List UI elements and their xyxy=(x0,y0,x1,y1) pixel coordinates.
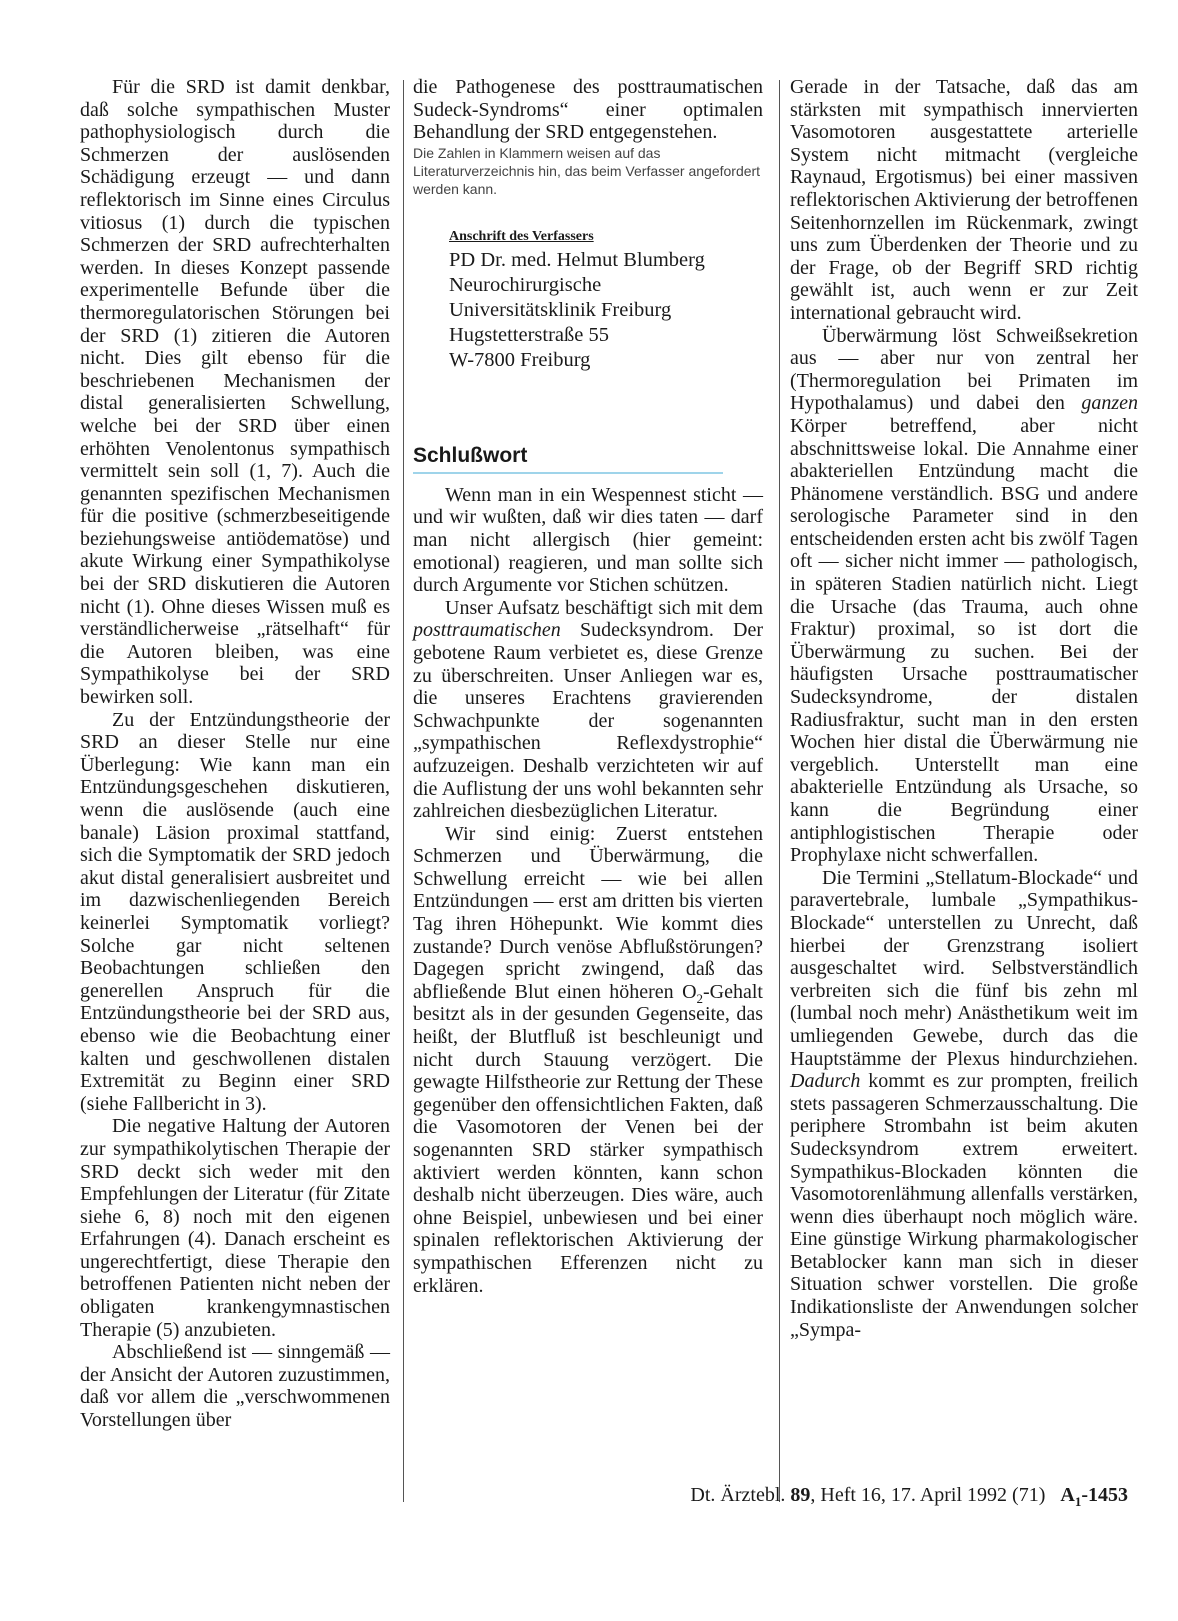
paragraph: Zu der Entzündungstheorie der SRD an dieser Stelle nur eine Überlegung: Wie kann man ein Entzündungsgeschehen diskutieren, wenn die auslösende (auch eine banale) Läsion proximal stattfand, sich die Symptomatik der SRD jedoch akut distal generalisiert ausbreitet und im dazwischenliegenden Bereich keinerlei Symptomatik vorliegt? Solche gar nicht seltenen Beobachtungen schließen den generellen Anspruch für die Entzündungstheorie bei der SRD aus, ebenso wie die Beobachtung einer kalten und geschwollenen distalen Extremität zu Beginn einer SRD (siehe Fallbericht in 3). xyxy=(80,708,390,1115)
paragraph: Abschließend ist — sinngemäß — der Ansicht der Autoren zuzustimmen, daß vor allem die „verschwommenen Vorstellungen über xyxy=(80,1341,390,1432)
address-line: Universitätsklinik Freiburg xyxy=(449,298,672,321)
column-3 xyxy=(790,76,1138,1341)
paragraph-continuation: die Pathogenese des posttraumatischen Sudeck-Syndroms“ einer optimalen Behandlung der SRD entgegenstehen. xyxy=(413,76,763,144)
text-span: Unser Aufsatz beschäftigt sich mit dem xyxy=(445,596,763,619)
paragraph xyxy=(790,867,1138,1341)
paragraph xyxy=(413,823,763,1297)
page-prefix: A xyxy=(1060,1484,1075,1506)
paragraph xyxy=(790,325,1138,867)
emphasis: Dadurch xyxy=(790,1070,861,1093)
journal-name: Dt. Ärztebl. xyxy=(690,1484,786,1506)
issue-date: , Heft 16, 17. April 1992 (71) xyxy=(810,1484,1046,1506)
page-subscript: 1 xyxy=(1074,1494,1082,1509)
page-number xyxy=(1060,1484,1128,1509)
subscript: 2 xyxy=(696,990,704,1006)
text-span: -Gehalt besitzt als in der gesunden Gegenseite, das heißt, der Blutfluß ist beschleunigt und nicht durch Stauung verzögert. Die gewagte Hilfstheorie zur Rettung der These gegenüber den offensichtlichen Fakten, daß die Vasomotoren der Venen bei der sogenannten SRD stärker sympathisch aktiviert werden könnten, kann schon deshalb nicht überzeugen. Dies wäre, auch ohne Beispiel, unbewiesen und bei einer spinalen reflektorischen Aktivierung der sympathischen Efferenzen nicht zu erklären. xyxy=(413,980,763,1297)
address-line: Neurochirurgische xyxy=(449,273,602,296)
journal-volume: 89 xyxy=(790,1484,811,1506)
emphasis: ganzen xyxy=(1081,392,1138,415)
paragraph: Für die SRD ist damit denkbar, daß solche sympathischen Muster pathophysiologisch durch die Schmerzen der auslösenden Schädigung erzeugt — und dann reflektorisch im Sinne eines Circulus vitiosus (1) durch die typischen Schmerzen der SRD aufrechterhalten werden. In dieses Konzept passende experimentelle Befunde über die thermoregulatorischen Störungen bei der SRD (1) zitieren die Autoren nicht. Dies gilt ebenso für die beschriebenen Mechanismen der distal generalisierten Schwellung, welche bei der SRD über einen erhöhten Venolentonus sympathisch vermittelt sein soll (1, 7). Auch die genannten spezifischen Mechanismen für die positive (schmerzbeseitigende beziehungsweise antiödematöse) und akute Wirkung einer Sympathikolyse bei der SRD diskutieren die Autoren nicht (1). Ohne dieses Wissen muß es verständlicherweise „rätselhaft“ für die Autoren bleiben, was eine Sympathikolyse bei der SRD bewirken soll. xyxy=(80,76,390,709)
text-span: Die Termini „Stellatum-Blockade“ und paravertebrale, lumbale „Sympathikus-Blockade“ unterstellen zu Unrecht, daß hierbei der Grenzstrang isoliert ausgeschaltet wird. Selbstverständlich verbreiten sich die fünf bis zehn ml (lumbal noch mehr) Anästhetikum weit im umliegenden Gewebe, durch das die Hauptstämme der Plexus hindurchziehen. xyxy=(790,866,1138,1070)
emphasis: posttraumatischen xyxy=(413,619,561,642)
column-divider xyxy=(403,80,404,1502)
address-line: Hugstetterstraße 55 xyxy=(449,323,609,346)
section-heading: Schlußwort xyxy=(413,443,723,474)
address-line: PD Dr. med. Helmut Blumberg xyxy=(449,248,705,271)
text-span: Wir sind einig: Zuerst entstehen Schmerzen und Überwärmung, die Schwellung erreicht — wie bei allen Entzündungen — erst am dritten bis vierten Tag ihren Höhepunkt. Wie kommt dies zustande? Durch venöse Abflußstörungen? Dagegen spricht zwingend, daß das abfließende Blut einen höheren O xyxy=(413,822,763,1003)
column-1 xyxy=(80,76,390,1432)
column-divider xyxy=(779,80,780,1502)
column-2 xyxy=(413,76,763,1297)
address-line: W-7800 Freiburg xyxy=(449,348,591,371)
text-span: Sudecksyndrom. Der gebotene Raum verbietet es, diese Grenze zu überschreiten. Unser Anliegen war es, die unseres Erachtens gravierenden Schwachpunkte der sogenannten „sympathischen Reflexdystrophie“ aufzuzeigen. Deshalb verzichteten wir auf die Auflistung der uns wohl bekannten sehr zahlreichen diesbezüglichen Literatur. xyxy=(413,619,763,823)
paragraph: Wenn man in ein Wespennest sticht — und wir wußten, daß wir dies taten — darf man nicht allergisch (hier gemeint: emotional) reagieren, und man sollte sich durch Argumente vor Stichen schützen. xyxy=(413,483,763,597)
paragraph: Die negative Haltung der Autoren zur sympathikolytischen Therapie der SRD deckt sich weder mit den Empfehlungen der Literatur (für Zitate siehe 6, 8) noch mit den eigenen Erfahrungen (4). Danach erscheint es ungerechtfertigt, diese Therapie den betroffenen Patienten nicht neben der obligaten krankengymnastischen Therapie (5) anzubieten. xyxy=(80,1115,390,1341)
text-span: Körper betreffend, aber nicht abschnittsweise lokal. Die Annahme einer abakteriellen Entzündung macht die Phänomene verständlich. BSG und andere serologische Parameter sind in den entscheidenden ersten acht bis zwölf Tagen oft — sicher nicht immer — pathologisch, in späteren Stadien natürlich nicht. Liegt die Ursache (das Trauma, auch ohne Fraktur) proximal, so ist dort die Überwärmung zu suchen. Bei der häufigsten Ursache posttraumatischer Sudecksyndrome, der distalen Radiusfraktur, sucht man in den ersten Wochen hier distal die Überwärmung nie vergeblich. Unterstellt man eine abakterielle Entzündung als Ursache, so kann die Begründung einer antiphlogistischen Therapie oder Prophylaxe nicht schwerfallen. xyxy=(790,414,1138,867)
page-footer xyxy=(690,1484,1128,1507)
text-span: Überwärmung löst Schweißsekretion aus — aber nur von zentral her (Thermoregulation bei Primaten im Hypothalamus) und dabei den xyxy=(790,324,1138,415)
address-label: Anschrift des Verfassers xyxy=(449,228,594,244)
text-span: kommt es zur prompten, freilich stets passageren Schmerzausschaltung. Die periphere Strombahn ist beim akuten Sudecksyndrom extrem erweitert. Sympathikus-Blockaden könnten die Vasomotorenlähmung allenfalls verstärken, wenn dies überhaupt noch möglich wäre. Eine günstige Wirkung pharmakologischer Betablocker kann man sich in dieser Situation schwer vorstellen. Die große Indikationsliste der Anwendungen solcher „Sympa- xyxy=(790,1070,1138,1341)
reference-note: Die Zahlen in Klammern weisen auf das Literaturverzeichnis hin, das beim Verfasser angefordert werden kann. xyxy=(413,144,761,197)
paragraph-continuation: Gerade in der Tatsache, daß das am stärksten mit sympathisch innervierten Vasomotoren ausgestattete arterielle System nicht mitmacht (vergleiche Raynaud, Ergotismus) bei einer massiven reflektorischen Aktivierung der betroffenen Seitenhornzellen im Rückenmark, zwingt uns zum Überdenken der Theorie und zu der Frage, ob der Begriff SRD richtig gewählt ist, auch wenn er zur Zeit international gebraucht wird. xyxy=(790,76,1138,324)
paragraph xyxy=(413,597,763,823)
author-address xyxy=(449,248,763,373)
page-number-value: -1453 xyxy=(1081,1484,1128,1506)
